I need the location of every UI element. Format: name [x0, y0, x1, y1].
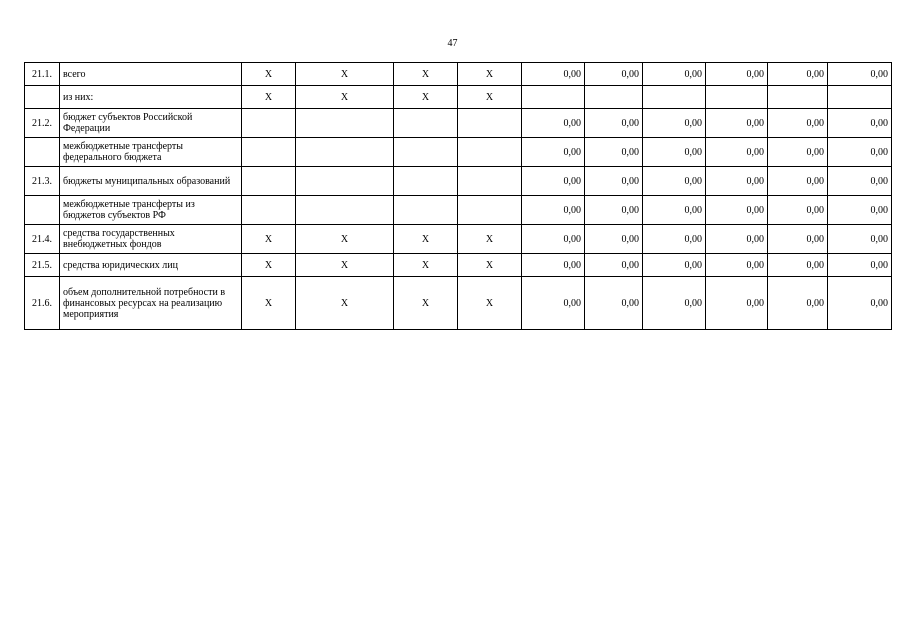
- value-cell: 0,00: [828, 109, 892, 138]
- mark-cell: X: [458, 86, 522, 109]
- row-name: бюджет субъектов Российской Федерации: [60, 109, 242, 138]
- mark-cell: [296, 138, 394, 167]
- row-number: 21.6.: [25, 277, 60, 330]
- mark-cell: X: [296, 254, 394, 277]
- table-row: [25, 167, 892, 196]
- value-cell: 0,00: [585, 109, 643, 138]
- value-cell: 0,00: [768, 109, 828, 138]
- mark-cell: [458, 109, 522, 138]
- row-number: [25, 196, 60, 225]
- value-cell: 0,00: [768, 254, 828, 277]
- value-cell: 0,00: [706, 196, 768, 225]
- mark-cell: [458, 196, 522, 225]
- mark-cell: [394, 109, 458, 138]
- mark-cell: X: [242, 63, 296, 86]
- mark-cell: [394, 167, 458, 196]
- row-number: 21.1.: [25, 63, 60, 86]
- value-cell: 0,00: [828, 196, 892, 225]
- value-cell: 0,00: [706, 254, 768, 277]
- row-name: объем дополнительной потребности в финансовых ресурсах на реализацию мероприятия: [60, 277, 242, 330]
- value-cell: 0,00: [522, 196, 585, 225]
- value-cell: 0,00: [706, 138, 768, 167]
- mark-cell: X: [394, 63, 458, 86]
- value-cell: 0,00: [522, 225, 585, 254]
- value-cell: 0,00: [706, 167, 768, 196]
- row-number: 21.5.: [25, 254, 60, 277]
- value-cell: 0,00: [585, 225, 643, 254]
- value-cell: 0,00: [706, 109, 768, 138]
- table-row: [25, 138, 892, 167]
- value-cell: 0,00: [706, 225, 768, 254]
- value-cell: 0,00: [828, 254, 892, 277]
- value-cell: [585, 86, 643, 109]
- value-cell: 0,00: [706, 277, 768, 330]
- mark-cell: [296, 196, 394, 225]
- mark-cell: X: [458, 225, 522, 254]
- value-cell: 0,00: [643, 109, 706, 138]
- mark-cell: X: [394, 277, 458, 330]
- mark-cell: [296, 167, 394, 196]
- value-cell: 0,00: [643, 63, 706, 86]
- row-name: из них:: [60, 86, 242, 109]
- mark-cell: [394, 196, 458, 225]
- row-name: межбюджетные трансферты федерального бюджета: [60, 138, 242, 167]
- mark-cell: X: [296, 225, 394, 254]
- mark-cell: X: [242, 225, 296, 254]
- value-cell: 0,00: [706, 63, 768, 86]
- value-cell: 0,00: [522, 109, 585, 138]
- mark-cell: X: [296, 277, 394, 330]
- mark-cell: [242, 138, 296, 167]
- value-cell: 0,00: [522, 254, 585, 277]
- value-cell: 0,00: [643, 277, 706, 330]
- table-row: [25, 254, 892, 277]
- value-cell: [828, 86, 892, 109]
- value-cell: [706, 86, 768, 109]
- table-row: [25, 86, 892, 109]
- value-cell: [768, 86, 828, 109]
- mark-cell: [296, 109, 394, 138]
- value-cell: 0,00: [522, 63, 585, 86]
- row-number: 21.2.: [25, 109, 60, 138]
- mark-cell: [242, 196, 296, 225]
- value-cell: 0,00: [585, 196, 643, 225]
- mark-cell: X: [458, 254, 522, 277]
- row-name: средства юридических лиц: [60, 254, 242, 277]
- mark-cell: X: [242, 86, 296, 109]
- value-cell: 0,00: [768, 196, 828, 225]
- value-cell: 0,00: [828, 277, 892, 330]
- row-number: [25, 138, 60, 167]
- mark-cell: [242, 109, 296, 138]
- row-name: средства государственных внебюджетных фондов: [60, 225, 242, 254]
- value-cell: [522, 86, 585, 109]
- table-row: [25, 225, 892, 254]
- mark-cell: [458, 167, 522, 196]
- mark-cell: X: [394, 254, 458, 277]
- value-cell: 0,00: [643, 167, 706, 196]
- mark-cell: X: [394, 225, 458, 254]
- mark-cell: X: [296, 63, 394, 86]
- row-name: межбюджетные трансферты из бюджетов субъектов РФ: [60, 196, 242, 225]
- value-cell: 0,00: [643, 138, 706, 167]
- value-cell: 0,00: [585, 63, 643, 86]
- table-row: [25, 277, 892, 330]
- value-cell: 0,00: [585, 167, 643, 196]
- mark-cell: X: [242, 277, 296, 330]
- mark-cell: [242, 167, 296, 196]
- mark-cell: X: [394, 86, 458, 109]
- row-number: 21.3.: [25, 167, 60, 196]
- value-cell: 0,00: [643, 225, 706, 254]
- mark-cell: X: [296, 86, 394, 109]
- mark-cell: [394, 138, 458, 167]
- page-number: 47: [447, 38, 458, 49]
- value-cell: 0,00: [828, 138, 892, 167]
- budget-table: [24, 62, 892, 330]
- row-name: всего: [60, 63, 242, 86]
- mark-cell: X: [458, 63, 522, 86]
- value-cell: 0,00: [768, 167, 828, 196]
- table-row: [25, 109, 892, 138]
- value-cell: 0,00: [768, 277, 828, 330]
- value-cell: 0,00: [585, 138, 643, 167]
- value-cell: 0,00: [585, 277, 643, 330]
- value-cell: 0,00: [522, 167, 585, 196]
- row-number: 21.4.: [25, 225, 60, 254]
- value-cell: 0,00: [643, 196, 706, 225]
- table-row: [25, 63, 892, 86]
- value-cell: 0,00: [768, 225, 828, 254]
- mark-cell: [458, 138, 522, 167]
- value-cell: 0,00: [522, 277, 585, 330]
- value-cell: 0,00: [828, 225, 892, 254]
- value-cell: 0,00: [768, 138, 828, 167]
- value-cell: 0,00: [828, 63, 892, 86]
- value-cell: 0,00: [768, 63, 828, 86]
- value-cell: 0,00: [522, 138, 585, 167]
- row-number: [25, 86, 60, 109]
- table-row: [25, 196, 892, 225]
- mark-cell: X: [458, 277, 522, 330]
- value-cell: 0,00: [643, 254, 706, 277]
- row-name: бюджеты муниципальных образований: [60, 167, 242, 196]
- value-cell: 0,00: [828, 167, 892, 196]
- mark-cell: X: [242, 254, 296, 277]
- value-cell: 0,00: [585, 254, 643, 277]
- value-cell: [643, 86, 706, 109]
